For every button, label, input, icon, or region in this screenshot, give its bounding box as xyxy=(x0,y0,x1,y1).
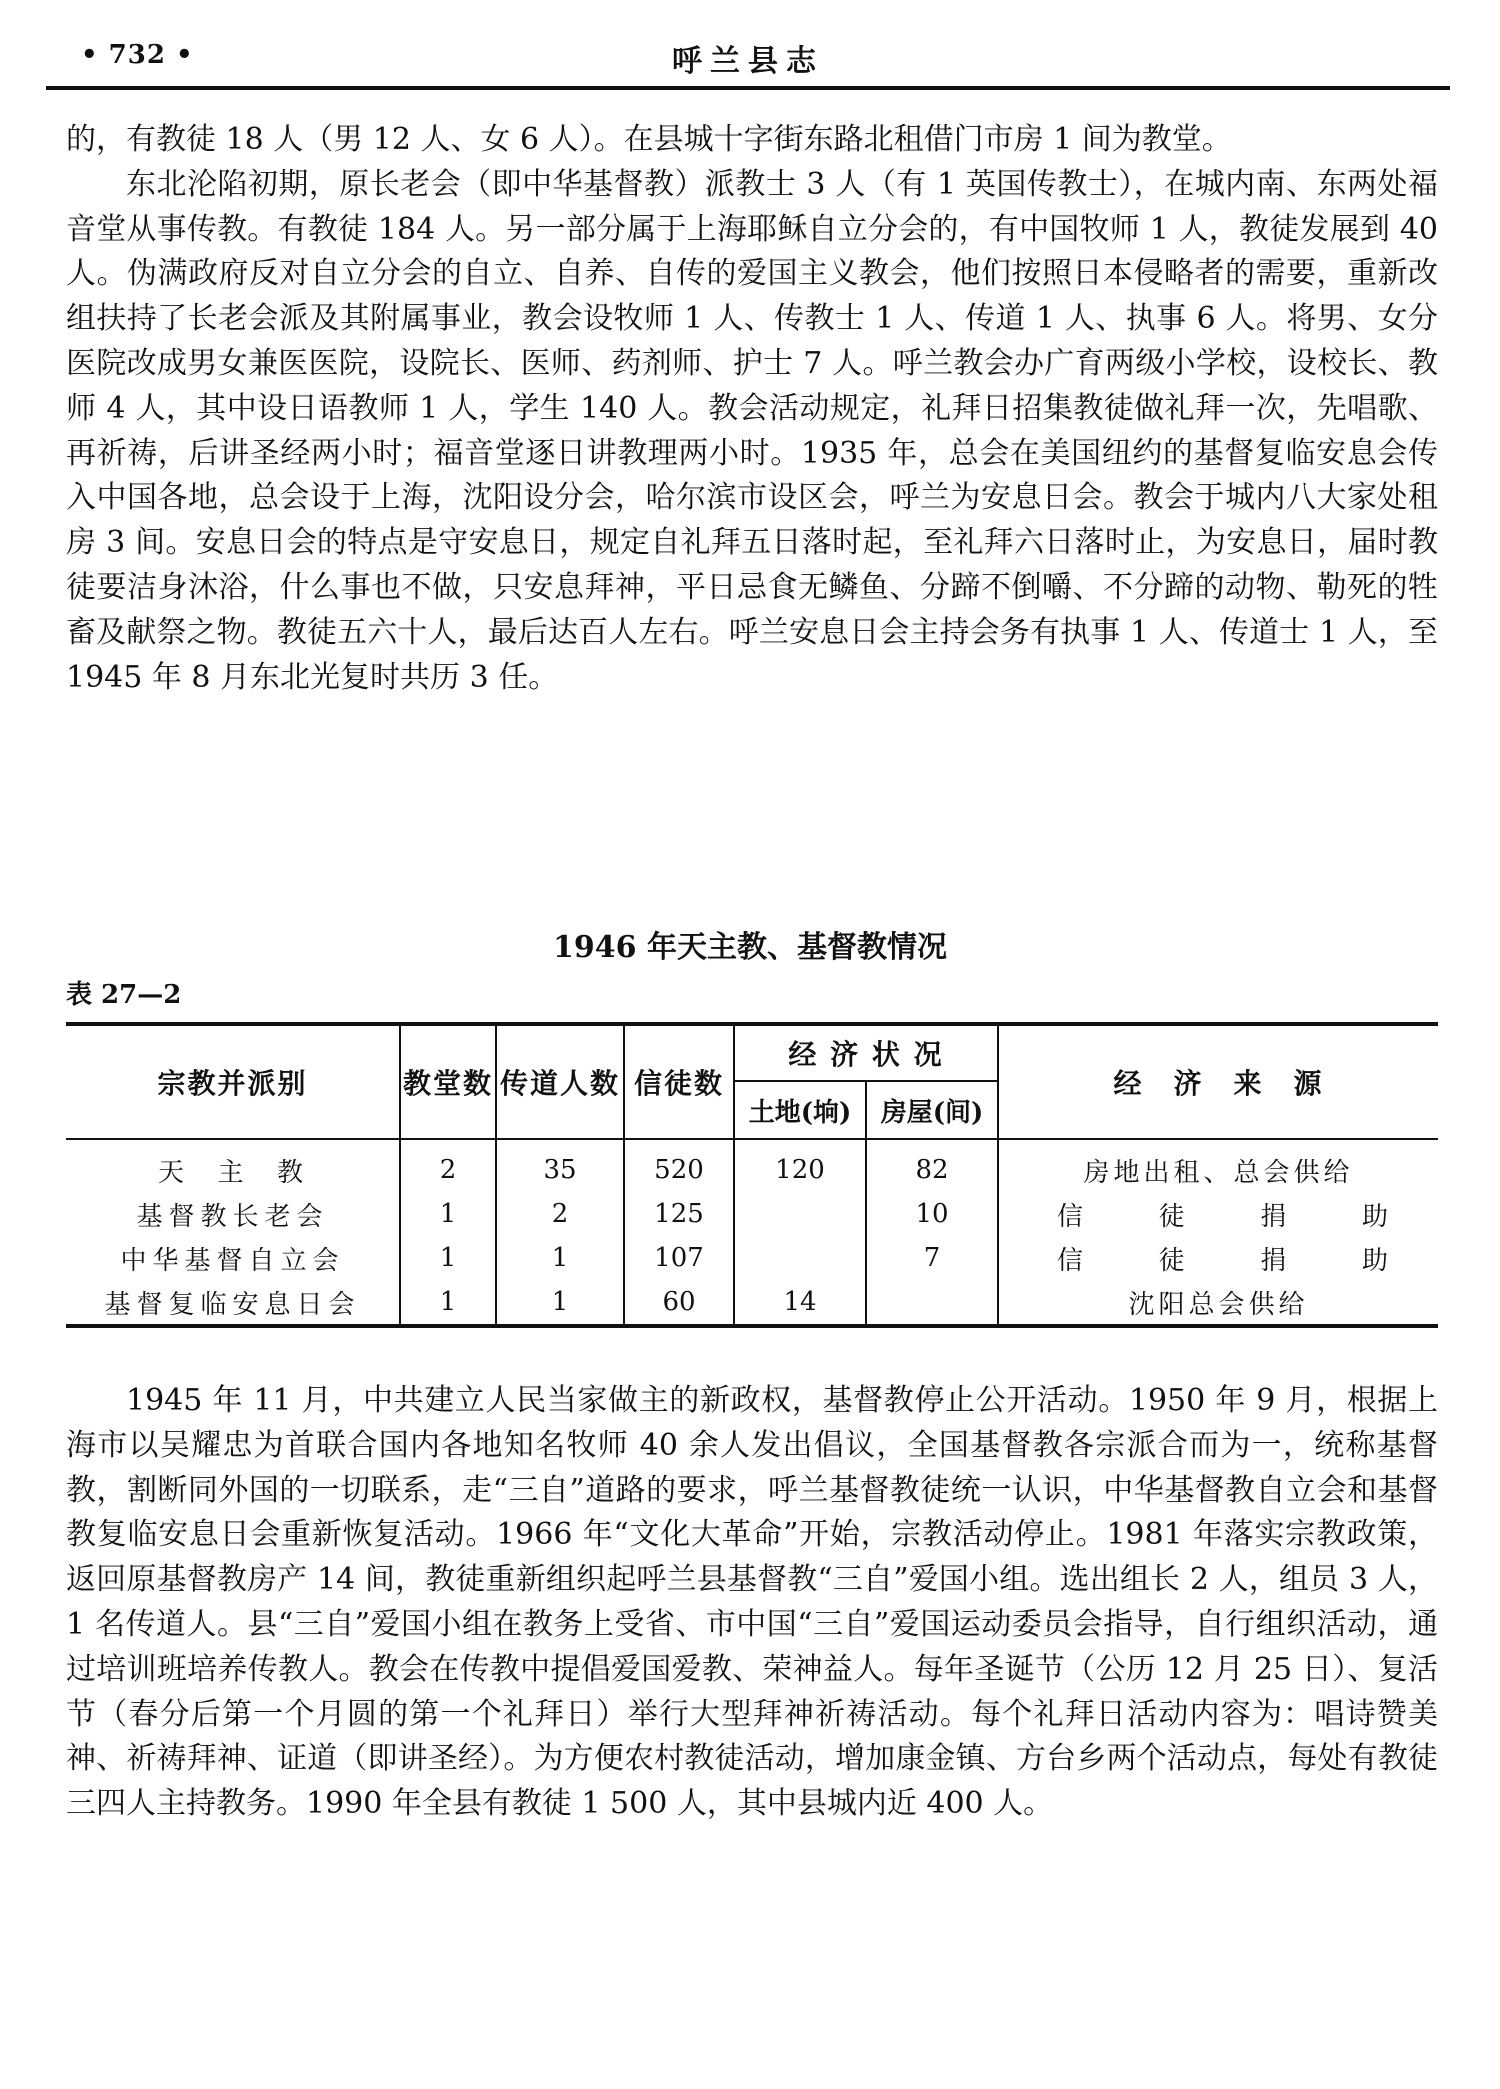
page-number: • 732 • xyxy=(81,40,194,70)
header-economy: 经 济 状 况 xyxy=(734,1024,998,1081)
cell-source: 房地出租、总会供给 xyxy=(998,1139,1438,1192)
cell-churches: 2 xyxy=(400,1139,496,1192)
cell-churches: 1 xyxy=(400,1280,496,1326)
table-title: 1946 年天主教、基督教情况 xyxy=(553,930,947,965)
table-row xyxy=(66,1139,1438,1192)
cell-land xyxy=(734,1192,866,1236)
paragraph: 1945 年 11 月，中共建立人民当家做主的新政权，基督教停止公开活动。1950 年 9 月，根据上海市以吴耀忠为首联合国内各地知名牧师 40 余人发出倡议，全国基督教各宗派合而为一，统称基督教，割断同外国的一切联系，走“三自”道路的要求，呼兰基督教徒统一认识，中华基督教自立会和基督教复临安息日会重新恢复活动。1966 年“文化大革命”开始，宗教活动停止。1981 年落实宗教政策，返回原基督教房产 14 间，教徒重新组织起呼兰县基督教“三自”爱国小组。选出组长 2 人，组员 3 人，1 名传道人。县“三自”爱国小组在教务上受省、市中国“三自”爱国运动委员会指导，自行组织活动，通过培训班培养传教人。教会在传教中提倡爱国爱教、荣神益人。每年圣诞节（公历 12 月 25 日）、复活节（春分后第一个月圆的第一个礼拜日）举行大型拜神祈祷活动。每个礼拜日活动内容为：唱诗赞美神、祈祷拜神、证道（即讲圣经）。为方便农村教徒活动，增加康金镇、方台乡两个活动点，每处有教徒三四人主持教务。1990 年全县有教徒 1 500 人，其中县城内近 400 人。 xyxy=(66,1383,1438,1822)
cell-preachers: 2 xyxy=(496,1192,624,1236)
paragraph: 的，有教徒 18 人（男 12 人、女 6 人）。在县城十字街东路北租借门市房 1 间为教堂。 xyxy=(66,122,1232,157)
body-text-bottom xyxy=(66,1379,1438,1827)
cell-source: 沈阳总会供给 xyxy=(998,1280,1438,1326)
header-believers: 信徒数 xyxy=(624,1024,734,1139)
paragraph: 东北沦陷初期，原长老会（即中华基督教）派教士 3 人（有 1 英国传教士），在城内南、东两处福音堂从事传教。有教徒 184 人。另一部分属于上海耶稣自立分会的，有中国牧师 1 人，教徒发展到 40 人。伪满政府反对自立分会的自立、自养、自传的爱国主义教会，他们按照日本侵略者的需要，重新改组扶持了长老会派及其附属事业，教会设牧师 1 人、传教士 1 人、传道 1 人、执事 6 人。将男、女分医院改成男女兼医医院，设院长、医师、药剂师、护士 7 人。呼兰教会办广育两级小学校，设校长、教师 4 人，其中设日语教师 1 人，学生 140 人。教会活动规定，礼拜日招集教徒做礼拜一次，先唱歌、再祈祷，后讲圣经两小时；福音堂逐日讲教理两小时。1935 年，总会在美国纽约的基督复临安息会传入中国各地，总会设于上海，沈阳设分会，哈尔滨市设区会，呼兰为安息日会。教会于城内八大家处租房 3 间。安息日会的特点是守安息日，规定自礼拜五日落时起，至礼拜六日落时止，为安息日，届时教徒要洁身沐浴，什么事也不做，只安息拜神，平日忌食无鳞鱼、分蹄不倒嚼、不分蹄的动物、勒死的牲畜及献祭之物。教徒五六十人，最后达百人左右。呼兰安息日会主持会务有执事 1 人、传道士 1 人，至 1945 年 8 月东北光复时共历 3 任。 xyxy=(66,166,1438,695)
body-text-top xyxy=(66,118,1438,700)
cell-sect: 基督教长老会 xyxy=(136,1201,329,1232)
table-row xyxy=(66,1280,1438,1326)
data-table xyxy=(66,1022,1438,1328)
running-header xyxy=(46,28,1450,78)
table-row xyxy=(66,1192,1438,1236)
cell-houses xyxy=(866,1280,998,1326)
cell-source: 信徒捐助 xyxy=(998,1192,1438,1236)
cell-churches: 1 xyxy=(400,1192,496,1236)
cell-sect: 天主教 xyxy=(158,1157,303,1188)
cell-preachers: 35 xyxy=(496,1139,624,1192)
cell-sect: 中华基督自立会 xyxy=(120,1245,345,1276)
cell-preachers: 1 xyxy=(496,1236,624,1280)
cell-churches: 1 xyxy=(400,1236,496,1280)
header-source: 经 济 来 源 xyxy=(998,1024,1438,1139)
table-container xyxy=(66,1022,1438,1328)
header-preachers: 传道人数 xyxy=(496,1024,624,1139)
cell-believers: 520 xyxy=(624,1139,734,1192)
cell-sect: 基督复临安息日会 xyxy=(104,1289,361,1320)
cell-believers: 60 xyxy=(624,1280,734,1326)
header-sect: 宗教并派别 xyxy=(66,1024,400,1139)
cell-believers: 125 xyxy=(624,1192,734,1236)
cell-houses: 10 xyxy=(866,1192,998,1236)
header-churches: 教堂数 xyxy=(400,1024,496,1139)
book-title: 呼兰县志 xyxy=(672,44,824,79)
header-land: 土地(垧) xyxy=(734,1081,866,1139)
table-row xyxy=(66,1236,1438,1280)
cell-believers: 107 xyxy=(624,1236,734,1280)
cell-houses: 82 xyxy=(866,1139,998,1192)
header-rule xyxy=(46,86,1450,90)
cell-preachers: 1 xyxy=(496,1280,624,1326)
table-label: 表 27—2 xyxy=(66,980,182,1010)
cell-land: 120 xyxy=(734,1139,866,1192)
cell-land xyxy=(734,1236,866,1280)
cell-land: 14 xyxy=(734,1280,866,1326)
header-houses: 房屋(间) xyxy=(866,1081,998,1139)
cell-houses: 7 xyxy=(866,1236,998,1280)
cell-source: 信徒捐助 xyxy=(998,1236,1438,1280)
